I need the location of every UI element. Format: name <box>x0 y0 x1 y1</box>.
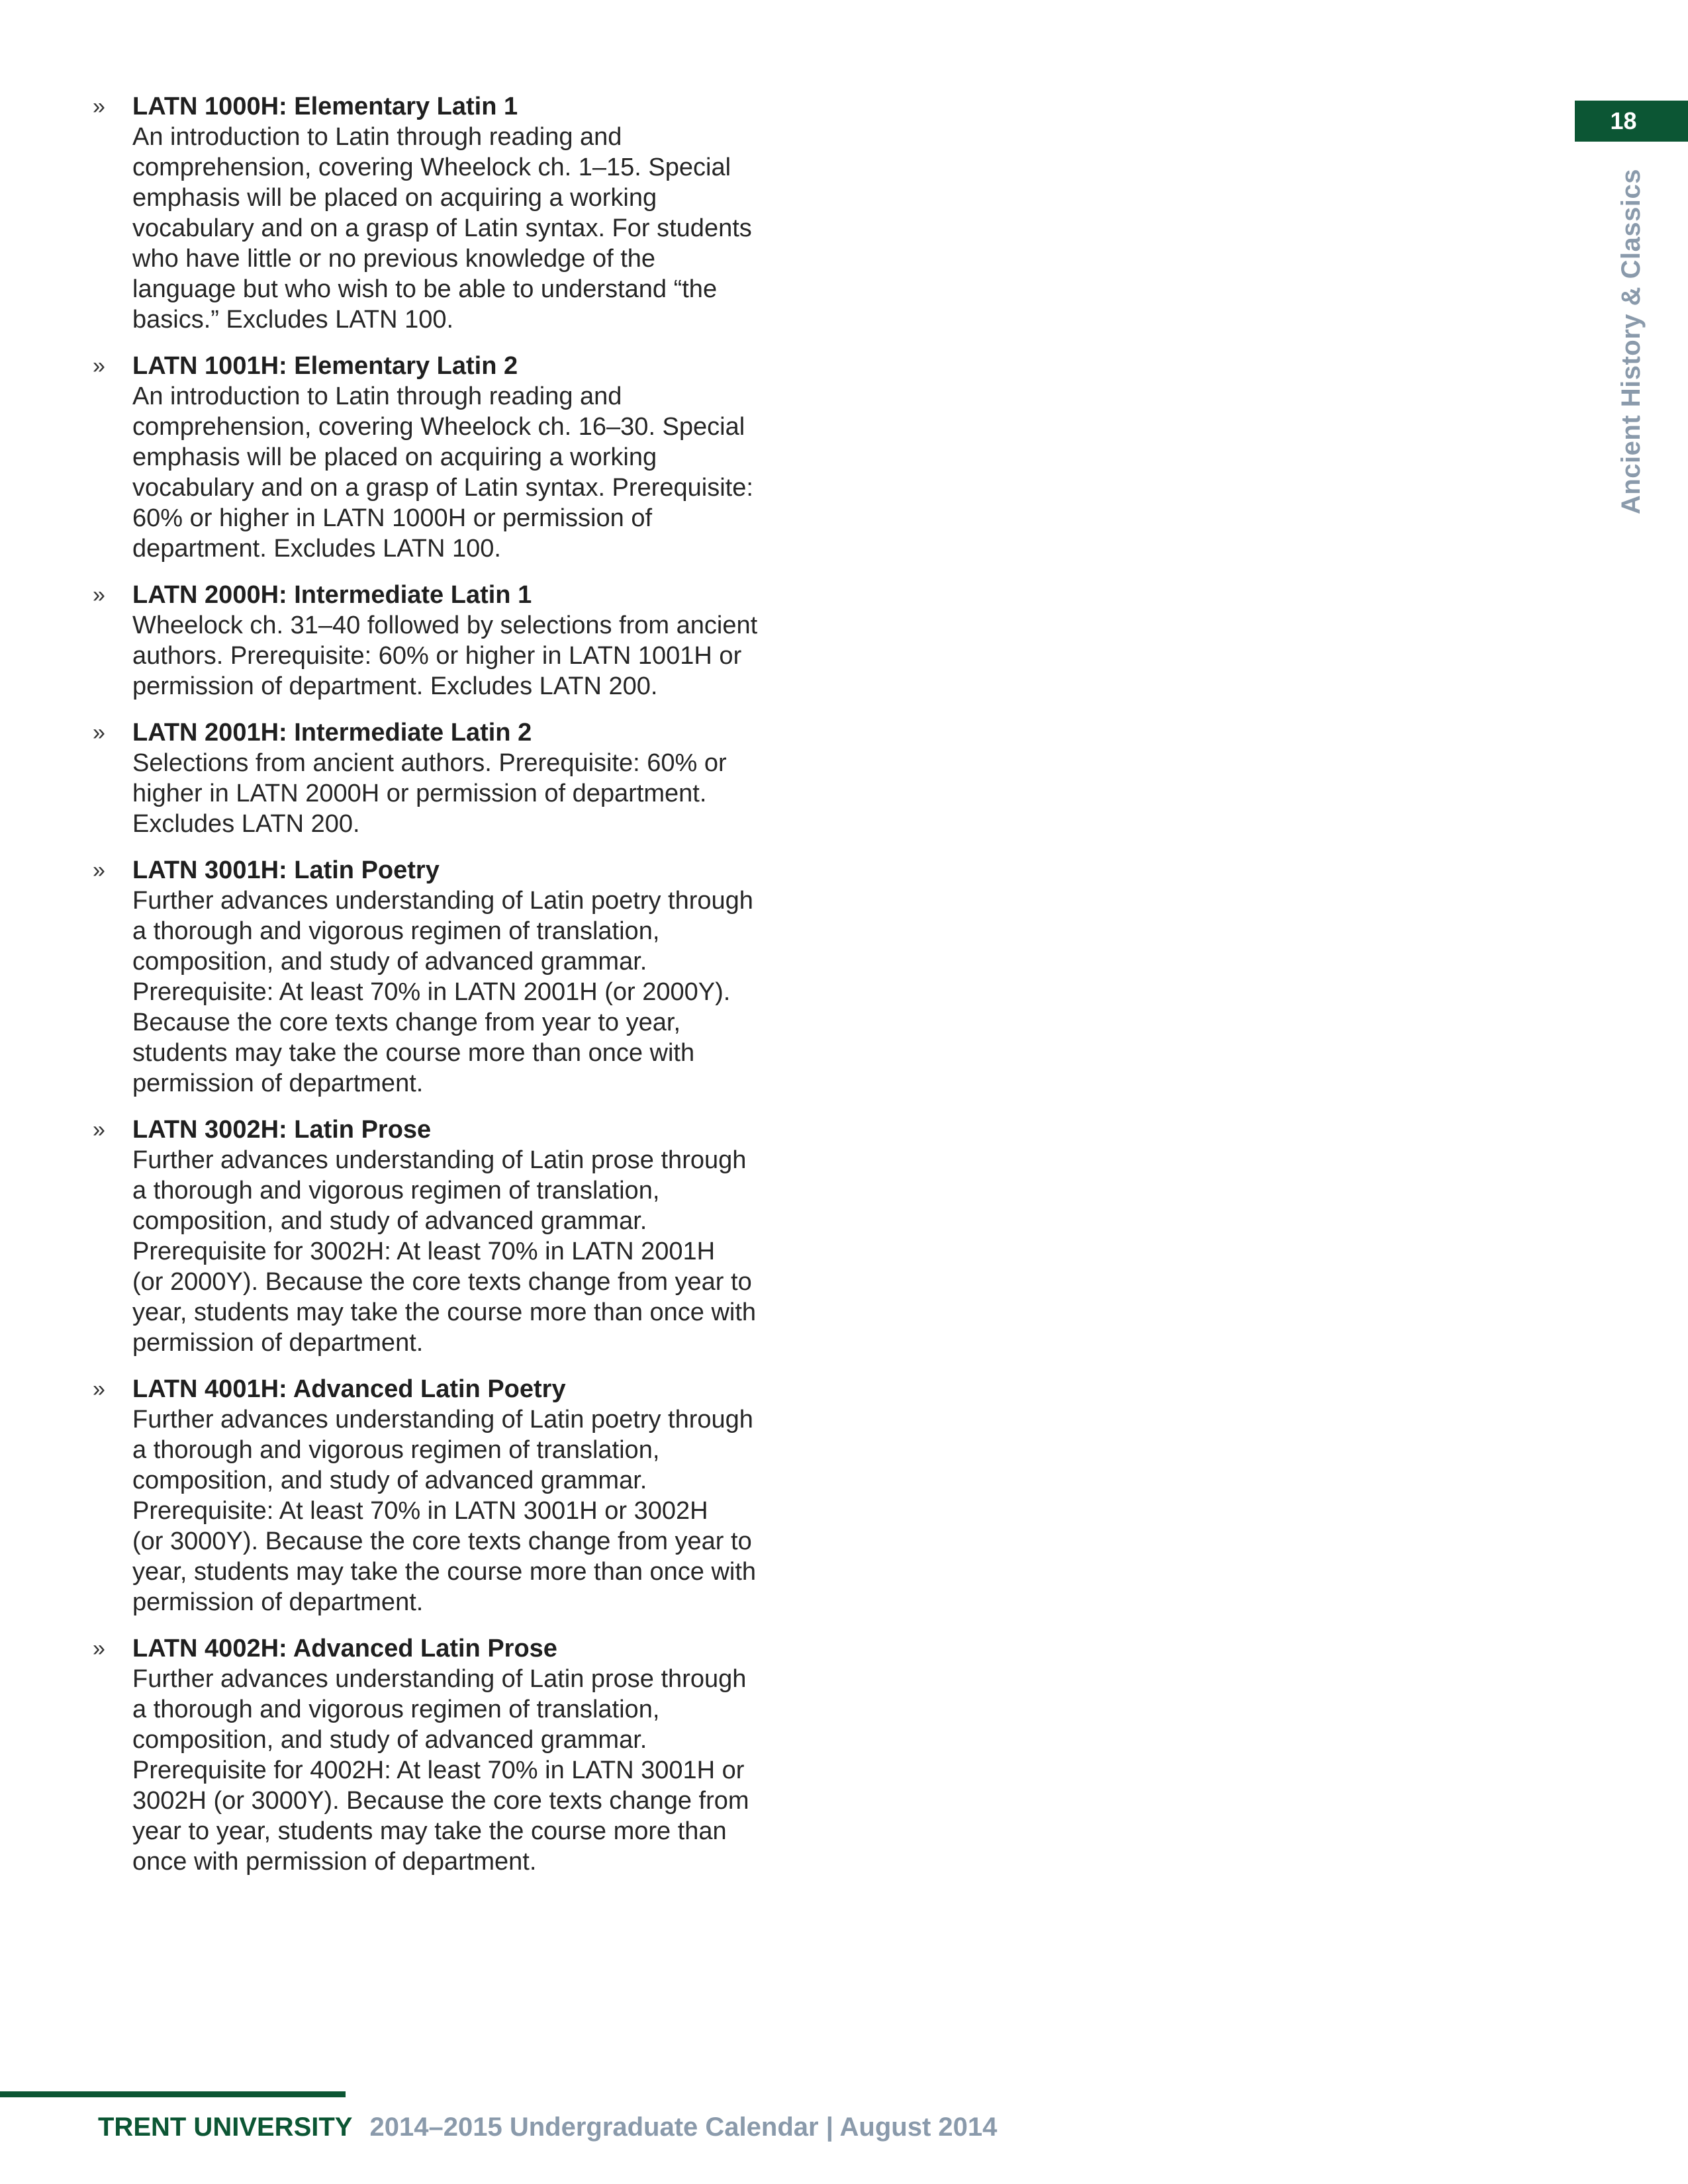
course-item <box>93 717 821 839</box>
bullet-marker: » <box>93 1636 105 1661</box>
course-item <box>93 91 821 335</box>
bullet-marker: » <box>93 94 105 119</box>
bullet-marker: » <box>93 1377 105 1402</box>
course-description: Further advances understanding of Latin prose through a thorough and vigorous regimen of translation, composition, and study of advanced grammar. Prerequisite for 4002H: At least 70% in LATN 3001H or 3002H (or 3000Y). Because the core texts change from year to year, students may take the course more than once with permission of department. <box>132 1665 749 1876</box>
course-description: Selections from ancient authors. Prerequisite: 60% or higher in LATN 2000H or permission of department. Excludes LATN 200. <box>132 749 727 838</box>
course-item <box>93 580 821 702</box>
course-item <box>93 1115 821 1358</box>
course-description: An introduction to Latin through reading and comprehension, covering Wheelock ch. 16–30. Special emphasis will be placed on acquiring a working vocabulary and on a grasp of Latin syntax. Prerequisite: 60% or higher in LATN 1000H or permission of department. Excludes LATN 100. <box>132 383 753 563</box>
bullet-marker: » <box>93 1117 105 1142</box>
course-title: LATN 3001H: Latin Poetry <box>132 856 440 884</box>
course-title: LATN 4002H: Advanced Latin Prose <box>132 1635 557 1662</box>
bullet-marker: » <box>93 353 105 379</box>
course-item <box>93 1374 821 1617</box>
course-title: LATN 2001H: Intermediate Latin 2 <box>132 719 532 747</box>
course-title: LATN 2000H: Intermediate Latin 1 <box>132 581 532 609</box>
course-item <box>93 1633 821 1877</box>
bullet-marker: » <box>93 858 105 883</box>
course-list <box>93 91 821 1893</box>
page-number-tab: 18 <box>1575 101 1688 142</box>
footer-calendar-title: 2014–2015 Undergraduate Calendar | August 2014 <box>369 2113 998 2142</box>
course-description: Further advances understanding of Latin poetry through a thorough and vigorous regimen of translation, composition, and study of advanced grammar. Prerequisite: At least 70% in LATN 3001H or 3002H (or 3000Y). Because the core texts change from year to year, students may take the course more than once with permission of department. <box>132 1406 757 1616</box>
course-description: An introduction to Latin through reading and comprehension, covering Wheelock ch. 1–15. Special emphasis will be placed on acquiring a working vocabulary and on a grasp of Latin syntax. For students who have little or no previous knowledge of the language but who wish to be able to understand “the basics.” Excludes LATN 100. <box>132 123 752 334</box>
footer-rule <box>0 2091 346 2097</box>
footer <box>98 2113 997 2142</box>
course-title: LATN 1001H: Elementary Latin 2 <box>132 352 518 380</box>
course-title: LATN 1000H: Elementary Latin 1 <box>132 93 518 120</box>
course-description: Wheelock ch. 31–40 followed by selections from ancient authors. Prerequisite: 60% or higher in LATN 1001H or permission of department. Excludes LATN 200. <box>132 612 758 700</box>
bullet-marker: » <box>93 720 105 745</box>
course-title: LATN 3002H: Latin Prose <box>132 1116 432 1144</box>
course-item <box>93 351 821 564</box>
course-item <box>93 855 821 1099</box>
footer-university-name: TRENT UNIVERSITY <box>98 2113 353 2142</box>
course-description: Further advances understanding of Latin prose through a thorough and vigorous regimen of translation, composition, and study of advanced grammar. Prerequisite for 3002H: At least 70% in LATN 2001H (or 2000Y). Because the core texts change from year to year, students may take the course more than once with permission of department. <box>132 1146 757 1357</box>
course-description: Further advances understanding of Latin poetry through a thorough and vigorous regimen of translation, composition, and study of advanced grammar. Prerequisite: At least 70% in LATN 2001H (or 2000Y). Because the core texts change from year to year, students may take the course more than once with permission of department. <box>132 887 753 1097</box>
section-title-vertical: Ancient History & Classics <box>1617 169 1646 515</box>
bullet-marker: » <box>93 582 105 608</box>
course-title: LATN 4001H: Advanced Latin Poetry <box>132 1375 566 1403</box>
